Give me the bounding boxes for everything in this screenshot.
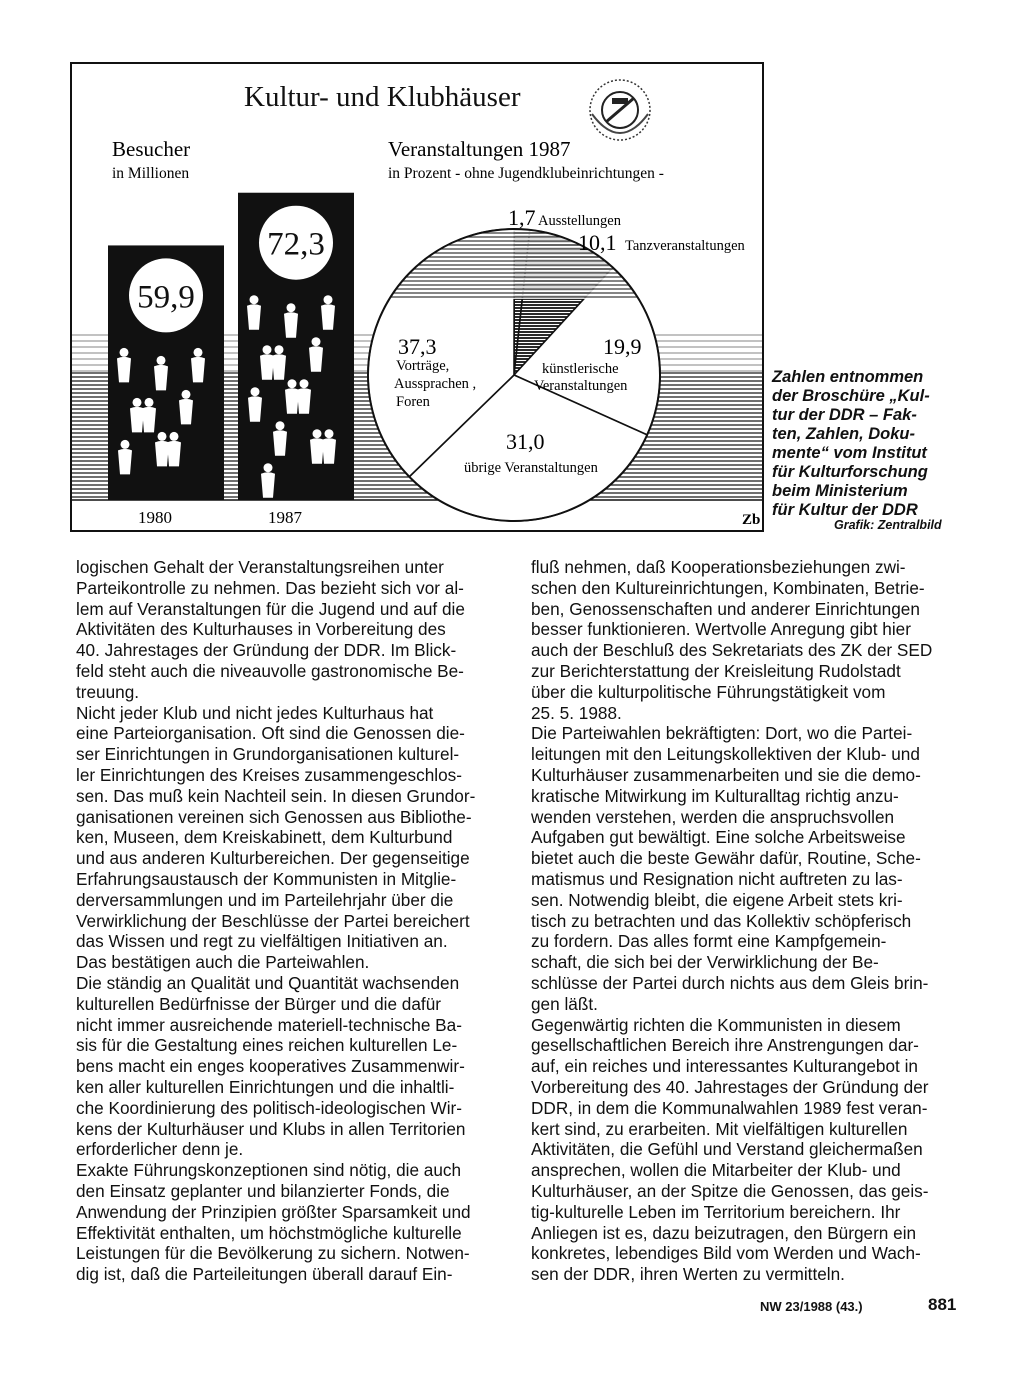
article-paragraph <box>76 557 500 703</box>
caption-line: Zahlen entnommen <box>772 368 924 386</box>
events-heading: Veranstaltungen 1987 <box>388 137 571 161</box>
text-line: lem auf Veranstaltungen für die Jugend und auf die <box>76 598 465 619</box>
figure-source: Grafik: Zentralbild <box>834 518 942 532</box>
text-line: eine Parteiorganisation. Oft sind die Genossen die- <box>76 723 465 744</box>
slice-label-vortraege-2: Aussprachen , <box>394 376 477 392</box>
text-line: Parteikontrolle zu nehmen. Das bezieht sich vor al- <box>76 577 464 598</box>
text-line: Kulturhäuser, an der Spitze die Genossen, das geis- <box>531 1180 929 1201</box>
slice-label-uebrige: übrige Veranstaltungen <box>464 460 598 476</box>
text-line: gen läßt. <box>531 993 598 1014</box>
text-line: zur Berichterstattung der Kreisleitung Rudolstadt <box>531 660 901 681</box>
text-line: dig ist, daß die Parteileitungen überall darauf Ein- <box>76 1264 453 1285</box>
text-line: tig-kulturelle Leben im Territorium bereichern. Ihr <box>531 1201 901 1222</box>
figure-title: Kultur- und Klubhäuser <box>244 81 521 113</box>
text-line: matismus und Resignation nicht auftreten zu las- <box>531 868 903 889</box>
text-line: den Einsatz geplanter und bilanzierter Fonds, die <box>76 1180 450 1201</box>
text-line: treuung. <box>76 681 140 702</box>
text-line: Nicht jeder Klub und nicht jedes Kulturhaus hat <box>76 702 434 723</box>
text-line: Leistungen für die Bevölkerung zu sichern. Notwen- <box>76 1243 470 1264</box>
text-line: Das bestätigen auch die Parteiwahlen. <box>76 952 370 973</box>
text-line: kens der Kulturhäuser und Klubs in allen Territorien <box>76 1118 466 1139</box>
slice-value-ausstellungen: 1,7 <box>508 205 536 230</box>
visitors-unit: in Millionen <box>112 165 190 182</box>
slice-label-ausstellungen: Ausstellungen <box>538 213 621 229</box>
slice-value-vortraege: 37,3 <box>398 334 437 359</box>
infographic-svg <box>72 64 764 532</box>
text-line: che Koordinierung des politisch-ideologischen Wir- <box>76 1097 462 1118</box>
caption-line: für Kulturforschung <box>772 463 928 481</box>
text-line: nicht immer ausreichende materiell-technische Ba- <box>76 1014 462 1035</box>
text-line: Anliegen ist es, dazu beizutragen, den Bürgern ein <box>531 1222 917 1243</box>
text-line: und aus anderen Kulturbereichen. Der gegenseitige <box>76 848 470 869</box>
text-line: sen der DDR, ihren Werten zu vermitteln. <box>531 1264 845 1285</box>
article-paragraph <box>76 1160 500 1285</box>
text-line: 40. Jahrestages der Gründung der DDR. Im Blick- <box>76 640 457 661</box>
text-line: ben, Genossenschaften und anderer Einrichtungen <box>531 598 920 619</box>
text-line: kert sind, zu erarbeiten. Mit vielfältigen kulturellen <box>531 1118 908 1139</box>
text-line: bietet auch die beste Gewähr dafür, Routine, Sche- <box>531 848 921 869</box>
text-line: sis für die Gestaltung eines reichen kulturellen Le- <box>76 1035 458 1056</box>
text-line: logischen Gehalt der Veranstaltungsreihen unter <box>76 557 444 577</box>
ddr-emblem-icon <box>590 80 650 140</box>
text-line: Anwendung der Prinzipien größter Sparsamkeit und <box>76 1201 471 1222</box>
text-line: kratische Mitwirkung im Kulturalltag richtig anzu- <box>531 785 899 806</box>
figure-caption <box>772 368 992 520</box>
text-line: auch der Beschluß des Sekretariats des ZK der SED <box>531 640 933 661</box>
article-paragraph <box>76 973 500 1160</box>
slice-label-tanz: Tanzveranstaltungen <box>625 238 745 254</box>
text-line: sen. Notwendig bleibt, die eigene Arbeit stets kri- <box>531 889 903 910</box>
infographic-figure <box>70 62 764 532</box>
bar-value-1987: 72,3 <box>267 226 325 263</box>
caption-line: tur der DDR – Fak- <box>772 406 917 424</box>
text-line: Aktivitäten des Kulturhauses in Vorbereitung des <box>76 619 446 640</box>
slice-label-vortraege-1: Vorträge, <box>396 358 450 374</box>
text-line: schen den Kultureinrichtungen, Kombinaten, Betrie- <box>531 577 925 598</box>
text-line: Aktivitäten, die Gefühl und Verstand gleichermaßen <box>531 1139 923 1160</box>
text-line: tisch zu betrachten und das Kollektiv schöpferisch <box>531 910 912 931</box>
text-line: sen. Das muß kein Nachteil sein. In diesen Grundor- <box>76 785 476 806</box>
text-line: Die ständig an Qualität und Quantität wachsenden <box>76 972 460 993</box>
text-line: besser funktionieren. Wertvolle Anregung gibt hier <box>531 619 911 640</box>
text-line: auf, ein reiches und interessantes Kulturangebot in <box>531 1056 918 1077</box>
text-line: fluß nehmen, daß Kooperationsbeziehungen zwi- <box>531 557 906 577</box>
baseline-strip <box>72 500 764 532</box>
article-left-column <box>76 557 500 1285</box>
text-line: das Wissen und regt zu vielfältigen Initiativen an. <box>76 931 448 952</box>
artist-signature: Zb <box>742 512 761 528</box>
slice-label-kuenstlerisch-1: künstlerische <box>542 361 619 377</box>
text-line: Aufgaben gut bewältigt. Eine solche Arbeitsweise <box>531 827 906 848</box>
slice-value-kuenstlerisch: 19,9 <box>603 334 642 359</box>
events-subheading: in Prozent - ohne Jugendklubeinrichtungen - <box>388 165 664 182</box>
caption-line: beim Ministerium <box>772 482 908 500</box>
text-line: Gegenwärtig richten die Kommunisten in diesem <box>531 1014 901 1035</box>
slice-value-tanz: 10,1 <box>578 230 617 255</box>
text-line: schaft, die sich bei der Verwirklichung der Be- <box>531 952 879 973</box>
article-paragraph <box>531 557 959 723</box>
page-number: 881 <box>928 1295 957 1314</box>
caption-line: ten, Zahlen, Doku- <box>772 425 916 443</box>
text-line: Exakte Führungskonzeptionen sind nötig, die auch <box>76 1160 462 1181</box>
text-line: feld steht auch die niveauvolle gastronomische Be- <box>76 660 464 681</box>
text-line: leitungen mit den Leitungskollektiven der Klub- und <box>531 744 920 765</box>
text-line: ken, Museen, dem Kreiskabinett, dem Kulturbund <box>76 827 453 848</box>
text-line: DDR, in dem die Kommunalwahlen 1989 fest veran- <box>531 1097 928 1118</box>
text-line: über die kulturpolitische Führungstätigkeit vom <box>531 681 886 702</box>
slice-label-vortraege-3: Foren <box>396 394 430 410</box>
text-line: wenden verstehen, werden die anspruchsvollen <box>531 806 895 827</box>
text-line: 25. 5. 1988. <box>531 702 622 723</box>
text-line: bens macht ein enges kooperatives Zusammenwir- <box>76 1056 465 1077</box>
text-line: Die Parteiwahlen bekräftigten: Dort, wo die Partei- <box>531 723 913 744</box>
text-line: Effektivität enthalten, um höchstmögliche kulturelle <box>76 1222 462 1243</box>
text-line: gesellschaftlichen Bereich ihre Anstrengungen dar- <box>531 1035 919 1056</box>
text-line: konkretes, lebendiges Bild vom Werden und Wach- <box>531 1243 921 1264</box>
text-line: derversammlungen und im Parteilehrjahr über die <box>76 889 454 910</box>
article-paragraph <box>531 723 959 1014</box>
text-line: ganisationen vereinen sich Genossen aus Bibliothe- <box>76 806 472 827</box>
caption-line: für Kultur der DDR <box>772 501 918 519</box>
caption-line: mente“ vom Institut <box>772 444 927 462</box>
text-line: Verwirklichung der Beschlüsse der Partei bereichert <box>76 910 470 931</box>
text-line: Vorbereitung des 40. Jahrestages der Gründung der <box>531 1076 929 1097</box>
caption-line: der Broschüre „Kul- <box>772 387 930 405</box>
year-label-1980: 1980 <box>138 508 172 527</box>
slice-label-kuenstlerisch-2: Veranstaltungen <box>534 378 628 394</box>
text-line: erforderlicher denn je. <box>76 1139 244 1160</box>
article-right-column <box>531 557 959 1285</box>
slice-value-uebrige: 31,0 <box>506 429 545 454</box>
text-line: schlüsse der Partei durch nichts aus dem Gleis brin- <box>531 972 929 993</box>
text-line: kulturellen Bedürfnisse der Bürger und die dafür <box>76 993 441 1014</box>
text-line: ken aller kulturellen Einrichtungen und die inhaltli- <box>76 1076 455 1097</box>
year-label-1987: 1987 <box>268 508 302 527</box>
text-line: ser Einrichtungen in Grundorganisationen kulturel- <box>76 744 460 765</box>
article-paragraph <box>531 1015 959 1285</box>
text-line: zu fordern. Das alles formt eine Kampfgemein- <box>531 931 887 952</box>
visitors-heading: Besucher <box>112 137 191 161</box>
text-line: Kulturhäuser zusammenarbeiten und sie die demo- <box>531 764 921 785</box>
text-line: Erfahrungsaustausch der Kommunisten in Mitglie- <box>76 868 457 889</box>
text-line: ansprechen, wollen die Mitarbeiter der Klub- und <box>531 1160 901 1181</box>
bar-value-1980: 59,9 <box>137 279 195 316</box>
article-paragraph <box>76 703 500 973</box>
issue-reference: NW 23/1988 (43.) <box>760 1299 863 1314</box>
text-line: ler Einrichtungen des Kreises zusammengeschlos- <box>76 764 462 785</box>
